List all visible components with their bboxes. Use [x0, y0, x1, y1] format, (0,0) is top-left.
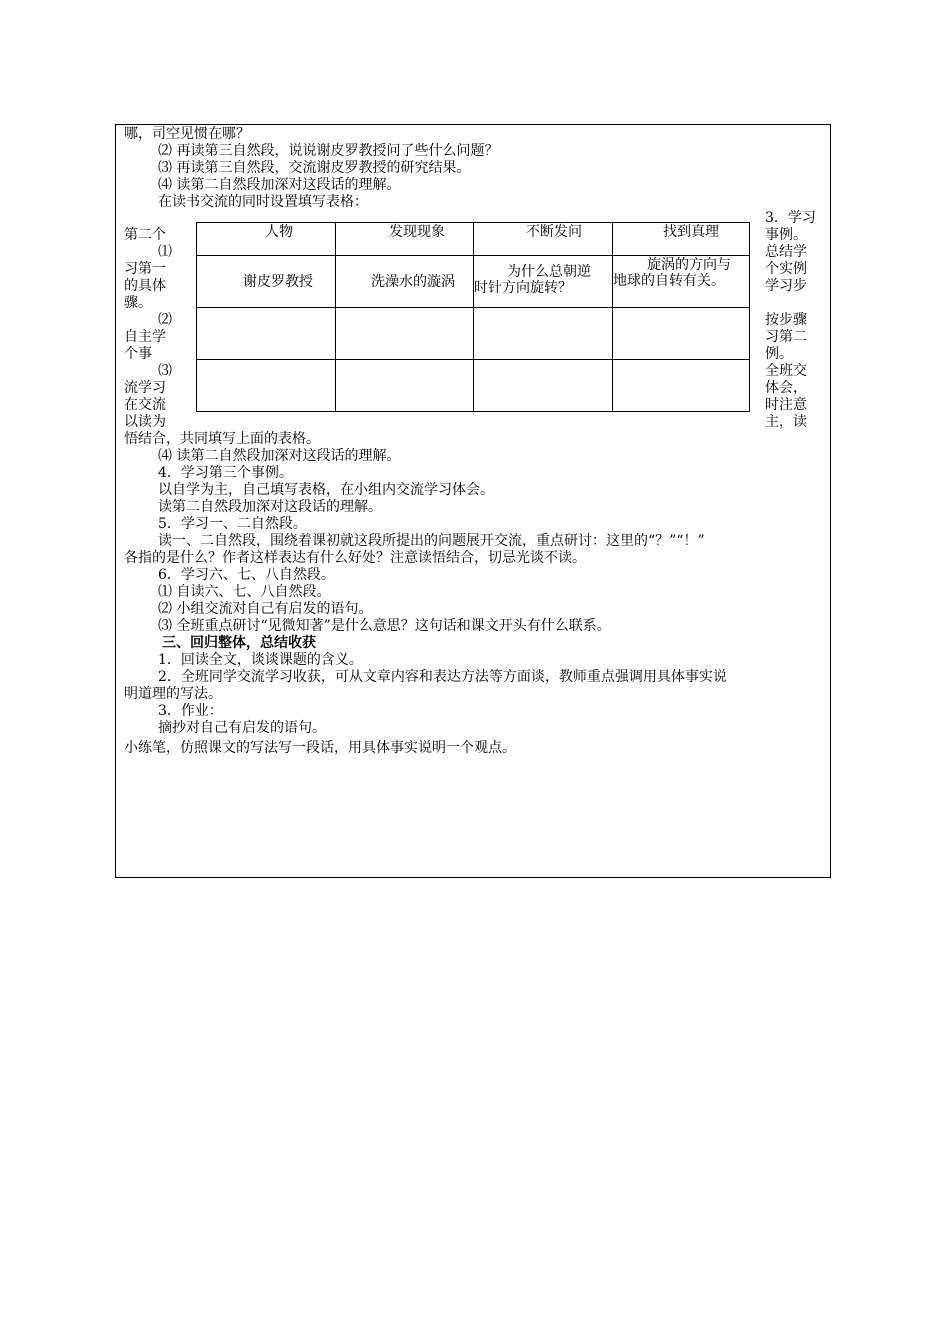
table-header-cell: 不断发问: [474, 223, 613, 256]
left-fragment: 流学习: [124, 380, 166, 396]
table-cell-empty[interactable]: [474, 360, 613, 412]
left-fragment: 个事: [124, 346, 152, 362]
text-line: 6．学习六、七、八自然段。: [158, 567, 335, 583]
table-cell-empty[interactable]: [197, 308, 336, 360]
table-header-row: [197, 223, 750, 256]
text-line: 悟结合，共同填写上面的表格。: [124, 431, 320, 447]
left-fragment: ⑵: [158, 312, 172, 328]
text-line: 读第二自然段加深对这段话的理解。: [158, 499, 382, 515]
left-fragment: 自主学: [124, 329, 166, 345]
left-fragment: 在交流: [124, 397, 166, 413]
text-line: 摘抄对自己有启发的语句。: [158, 720, 326, 736]
right-fragment: 例。: [765, 346, 793, 362]
table-header-cell: 发现现象: [336, 223, 474, 256]
text-line: 在读书交流的同时设置填写表格：: [158, 194, 368, 210]
table-cell-empty[interactable]: [336, 308, 474, 360]
text-line: ⑵ 再读第三自然段，说说谢皮罗教授问了些什么问题？: [158, 143, 499, 159]
left-fragment: ⑴: [158, 244, 172, 260]
table-cell-phenomenon: 洗澡水的漩涡: [336, 256, 474, 308]
table-cell-person: 谢皮罗教授: [197, 256, 336, 308]
right-fragment: 学习步: [765, 278, 807, 294]
left-fragment: ⑶: [158, 363, 172, 379]
table-header-cell: 找到真理: [613, 223, 750, 256]
left-fragment: 以读为: [124, 414, 166, 430]
text-line: 5．学习一、二自然段。: [158, 516, 307, 532]
text-line: ⑷ 读第二自然段加深对这段话的理解。: [158, 177, 401, 193]
table-row: [197, 308, 750, 360]
text-line: 3．作业：: [158, 703, 223, 719]
right-fragment: 按步骤: [765, 312, 807, 328]
text-line: 2．全班同学交流学习收获，可从文章内容和表达方法等方面谈，教师重点强调用具体事实说: [158, 669, 727, 685]
left-fragment: 第二个: [124, 227, 166, 243]
right-fragment: 总结学: [765, 244, 807, 260]
table-header-cell: 人物: [197, 223, 336, 256]
table-cell-empty[interactable]: [613, 308, 750, 360]
right-fragment: 时注意: [765, 397, 807, 413]
table-cell-empty[interactable]: [197, 360, 336, 412]
right-fragment: 全班交: [765, 363, 807, 379]
table-row: [197, 256, 750, 308]
text-line: ⑷ 读第二自然段加深对这段话的理解。: [158, 448, 401, 464]
right-fragment: 3．学习: [765, 210, 816, 226]
text-line: ⑶ 全班重点研讨“见微知著”是什么意思？这句话和课文开头有什么联系。: [158, 618, 611, 634]
text-line: 读一、二自然段，围绕着课初就这段所提出的问题展开交流，重点研讨：这里的“？”“！”: [158, 533, 705, 549]
text-line: 各指的是什么？作者这样表达有什么好处？注意读悟结合，切忌光谈不读。: [124, 550, 586, 566]
right-fragment: 事例。: [765, 227, 807, 243]
fill-in-table: [196, 222, 750, 412]
left-fragment: 的具体: [124, 278, 166, 294]
table-cell-truth: 旋涡的方向与 地球的自转有关。: [613, 256, 750, 308]
text-line: ⑵ 小组交流对自己有启发的语句。: [158, 601, 373, 617]
table-cell-empty[interactable]: [336, 360, 474, 412]
table-row: [197, 360, 750, 412]
table-cell-empty[interactable]: [613, 360, 750, 412]
text-line: 明道理的写法。: [124, 686, 222, 702]
text-line: 小练笔，仿照课文的写法写一段话，用具体事实说明一个观点。: [124, 740, 516, 756]
text-line: 哪，司空见惯在哪？: [124, 126, 250, 142]
right-fragment: 习第二: [765, 329, 807, 345]
left-fragment: 骤。: [124, 295, 152, 311]
section-heading: 三、回归整体，总结收获: [162, 635, 316, 651]
left-fragment: 习第一: [124, 261, 166, 277]
text-line: 4．学习第三个事例。: [158, 465, 293, 481]
right-fragment: 个实例: [765, 261, 807, 277]
table-cell-question: 为什么总朝逆 时针方向旋转？: [474, 256, 613, 308]
text-line: 1．回读全文，谈谈课题的含义。: [158, 652, 363, 668]
table-cell-empty[interactable]: [474, 308, 613, 360]
text-line: ⑴ 自读六、七、八自然段。: [158, 584, 331, 600]
text-line: ⑶ 再读第三自然段，交流谢皮罗教授的研究结果。: [158, 160, 471, 176]
right-fragment: 体会，: [765, 380, 807, 396]
text-line: 以自学为主，自己填写表格，在小组内交流学习体会。: [158, 482, 494, 498]
right-fragment: 主，读: [765, 414, 807, 430]
